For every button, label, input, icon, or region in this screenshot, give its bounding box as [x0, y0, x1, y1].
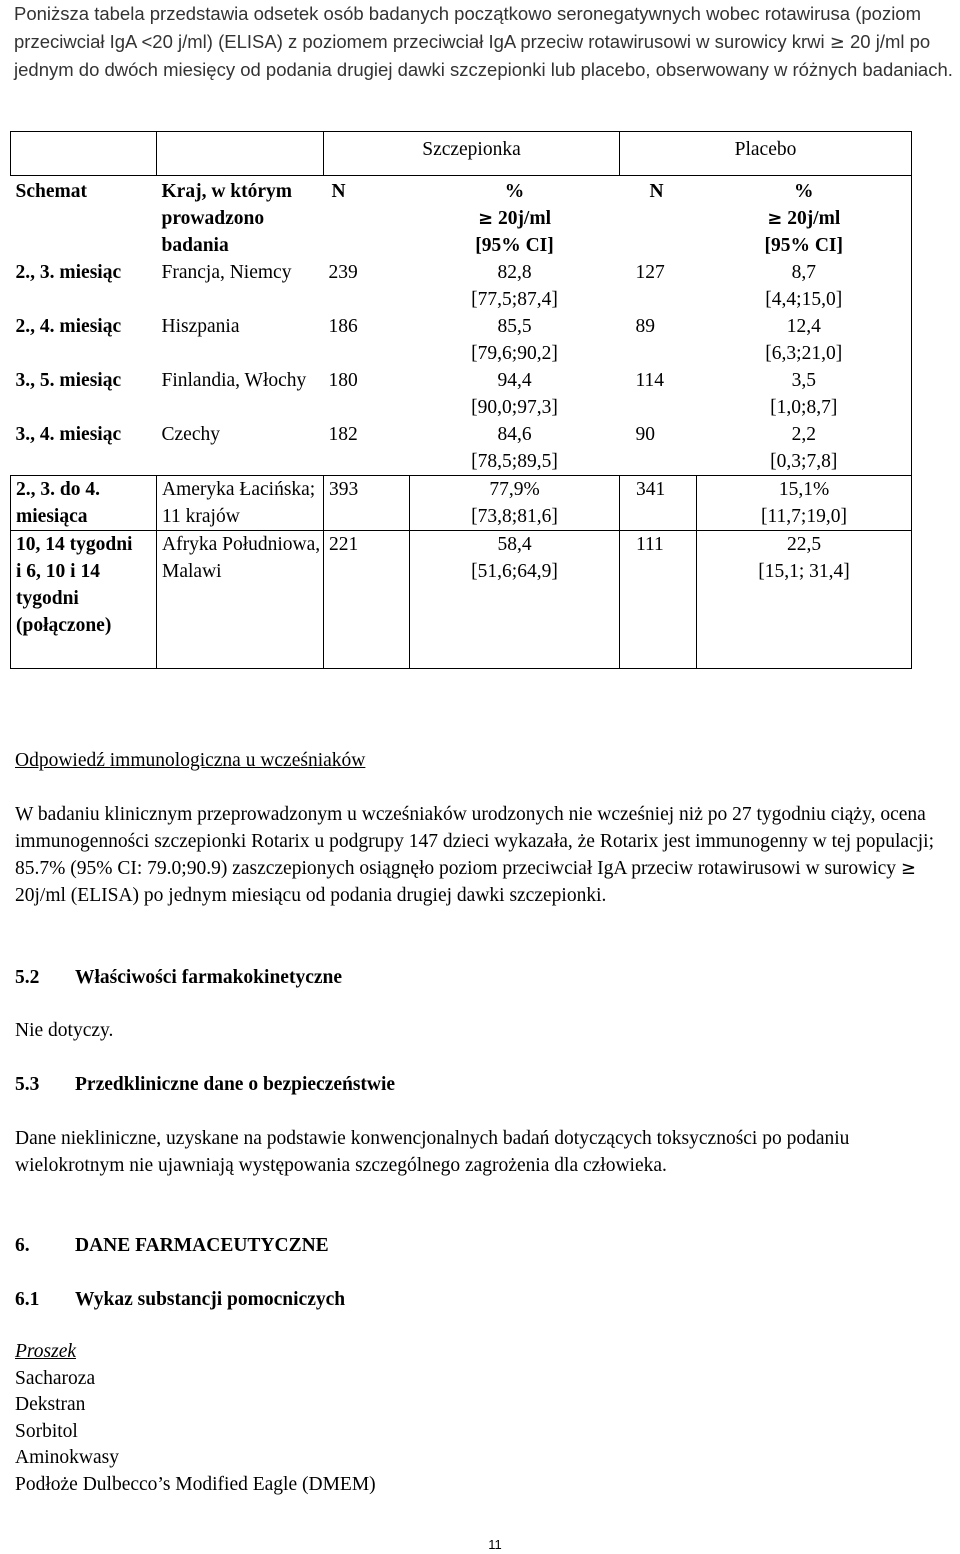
threshold-label: [410, 205, 620, 232]
ci-value: [79,6;90,2]: [471, 343, 558, 364]
vaccine-n-cell: 221: [324, 531, 410, 669]
section-number: 6.: [15, 1235, 30, 1256]
pct-value: 22,5: [786, 534, 822, 555]
vaccine-pct-cell: [410, 259, 620, 313]
section-5-3-body: Dane niekliniczne, uzyskane na podstawie konwencjonalnych badań dotyczących toksyczności po podaniu wielokrotnym nie ujawniają występowania szczególnego zagrożenia dla człowieka.: [15, 1128, 850, 1176]
section-title: Przedkliniczne dane o bezpieczeństwie: [75, 1074, 396, 1095]
list-item: Sacharoza: [15, 1367, 96, 1389]
placebo-pct-cell: [697, 313, 912, 367]
vaccine-pct-cell: [410, 367, 620, 421]
vaccine-pct-header: [410, 176, 620, 260]
schedule-cell: 2., 3. miesiąc: [15, 262, 122, 283]
country-cell: Francja, Niemcy: [161, 262, 292, 283]
list-item: Podłoże Dulbecco’s Modified Eagle (DMEM): [15, 1473, 376, 1495]
page-number: 11: [488, 1537, 502, 1552]
threshold-label: [697, 205, 912, 232]
ci-value: [73,8;81,6]: [471, 506, 558, 527]
pct-label: %: [794, 181, 814, 202]
country-cell: Ameryka Łacińska; 11 krajów: [157, 476, 324, 531]
table-row: [11, 476, 912, 531]
placebo-pct-cell: [697, 259, 912, 313]
country-cell: Czechy: [161, 424, 220, 445]
vaccine-pct-cell: [410, 531, 620, 669]
threshold-value: 20j/ml: [787, 208, 841, 229]
placebo-group-header: Placebo: [620, 132, 912, 176]
placebo-n-cell: 90: [635, 424, 655, 445]
empty-header-cell: [157, 132, 324, 176]
pct-value: 82,8: [497, 262, 532, 283]
section-number: 5.3: [15, 1074, 40, 1095]
placebo-pct-cell: [697, 367, 912, 421]
intro-paragraph: [14, 0, 954, 84]
schedule-cell: 10, 14 tygodni i 6, 10 i 14 tygodni (połączone): [11, 531, 157, 669]
intro-text-1: Poniższa tabela przedstawia odsetek osób badanych początkowo seronegatywnych wobec rotawirusa (poziom przeciwciał IgA <20 j/ml) (ELISA) z poziomem przeciwciał IgA przeciw rotawirusowi w surowicy krwi: [14, 3, 922, 52]
ci-value: [1,0;8,7]: [770, 397, 838, 418]
ci-label: [95% CI]: [475, 235, 554, 256]
preterm-paragraph: [15, 801, 945, 909]
placebo-n-header: N: [620, 176, 697, 260]
ci-value: [11,7;19,0]: [761, 506, 847, 527]
country-header: Kraj, w którym prowadzono badania: [157, 176, 324, 260]
placebo-pct-header: [697, 176, 912, 260]
placebo-n-cell: 114: [635, 370, 665, 391]
vaccine-n-header: N: [324, 176, 410, 260]
placebo-pct-cell: [697, 421, 912, 476]
pct-value: 15,1%: [778, 479, 830, 500]
ci-value: [51,6;64,9]: [471, 561, 558, 582]
ci-value: [90,0;97,3]: [471, 397, 558, 418]
vaccine-n-cell: 186: [328, 316, 358, 337]
vaccine-n-cell: 239: [328, 262, 358, 283]
placebo-pct-cell: [697, 476, 912, 531]
schedule-header: Schemat: [11, 176, 157, 260]
intro-text-2: 20 j/ml po jednym do dwóch miesięcy od podania drugiej dawki szczepionki lub placebo, obserwowany w różnych badaniach.: [14, 30, 953, 80]
schedule-cell: 2., 3. do 4. miesiąca: [11, 476, 157, 531]
preterm-text-1: W badaniu klinicznym przeprowadzonym u wcześniaków urodzonych nie wcześniej niż po 27 tygodniu ciąży, ocena immunogenności szczepionki Rotarix u podgrupy 147 dzieci wykazała, że Rotarix jest immunogenny w tej populacji; 85.7% (95% CI: 79.0;90.9) zaszczepionych osiągnęło poziom przeciwciał IgA przeciw rotawirusowi w surowicy: [15, 804, 934, 879]
schedule-cell: 3., 4. miesiąc: [15, 424, 122, 445]
ci-label: [95% CI]: [764, 235, 844, 256]
pct-value: 58,4: [497, 534, 532, 555]
pct-value: 94,4: [497, 370, 532, 391]
section-title: Wykaz substancji pomocniczych: [75, 1289, 346, 1310]
greater-equal-symbol: ≥: [477, 208, 494, 229]
greater-equal-symbol: ≥: [767, 208, 783, 229]
vaccine-n-cell: 180: [328, 370, 358, 391]
pct-value: 84,6: [497, 424, 532, 445]
placebo-n-cell: 127: [635, 262, 665, 283]
ci-value: [78,5;89,5]: [471, 451, 558, 472]
table-row: [11, 313, 912, 367]
vaccine-n-cell: 393: [324, 476, 410, 531]
ci-value: [77,5;87,4]: [471, 289, 558, 310]
section-5-3-heading: [15, 1071, 395, 1098]
table-row: [11, 367, 912, 421]
section-number: 5.2: [15, 967, 40, 988]
ci-value: [15,1; 31,4]: [758, 561, 850, 582]
ci-value: [6,3;21,0]: [765, 343, 843, 364]
preterm-text-2: 20j/ml (ELISA) po jednym miesiącu od podania drugiej dawki szczepionki.: [15, 885, 607, 906]
section-5-2-body: Nie dotyczy.: [15, 1020, 114, 1041]
list-item: Sorbitol: [15, 1420, 78, 1442]
section-6-1-heading: [15, 1286, 345, 1313]
pct-label: %: [504, 181, 525, 202]
table-row: [11, 259, 912, 313]
excipient-list: [15, 1339, 376, 1498]
section-5-2-heading: [15, 964, 342, 991]
section-title: DANE FARMACEUTYCZNE: [75, 1235, 329, 1256]
table-row: [11, 421, 912, 476]
column-header-row: [11, 176, 912, 260]
greater-equal-symbol: ≥: [829, 31, 845, 53]
country-cell: Afryka Południowa, Malawi: [157, 531, 324, 669]
vaccine-pct-cell: [410, 476, 620, 531]
pct-value: 3,5: [791, 370, 816, 391]
seroconversion-table: [10, 131, 912, 669]
ci-value: [0,3;7,8]: [770, 451, 838, 472]
country-cell: Hiszpania: [161, 316, 240, 337]
placebo-pct-cell: [697, 531, 912, 669]
placebo-n-cell: 111: [620, 531, 697, 669]
pct-value: 12,4: [786, 316, 821, 337]
placebo-n-cell: 89: [635, 316, 655, 337]
list-item: Aminokwasy: [15, 1447, 119, 1468]
vaccine-pct-cell: [410, 421, 620, 476]
pct-value: 77,9%: [489, 479, 540, 500]
list-item: Dekstran: [15, 1394, 86, 1415]
pct-value: 8,7: [791, 262, 816, 283]
vaccine-pct-cell: [410, 313, 620, 367]
ci-value: [4,4;15,0]: [765, 289, 843, 310]
schedule-cell: 2., 4. miesiąc: [15, 316, 122, 337]
vaccine-group-header: Szczepionka: [324, 132, 620, 176]
table-row: [11, 531, 912, 669]
greater-equal-symbol: ≥: [900, 858, 917, 879]
preterm-heading: Odpowiedź immunologiczna u wcześniaków: [15, 750, 366, 771]
vaccine-n-cell: 182: [328, 424, 358, 445]
placebo-n-cell: 341: [620, 476, 697, 531]
country-cell: Finlandia, Włochy: [161, 370, 307, 391]
threshold-value: 20j/ml: [497, 208, 552, 229]
schedule-cell: 3., 5. miesiąc: [15, 370, 122, 391]
powder-subheading: Proszek: [15, 1341, 77, 1362]
pct-value: 2,2: [791, 424, 816, 445]
empty-header-cell: [11, 132, 157, 176]
section-title: Właściwości farmakokinetyczne: [75, 967, 343, 988]
pct-value: 85,5: [497, 316, 532, 337]
section-number: 6.1: [15, 1289, 40, 1310]
section-6-heading: [15, 1232, 329, 1259]
